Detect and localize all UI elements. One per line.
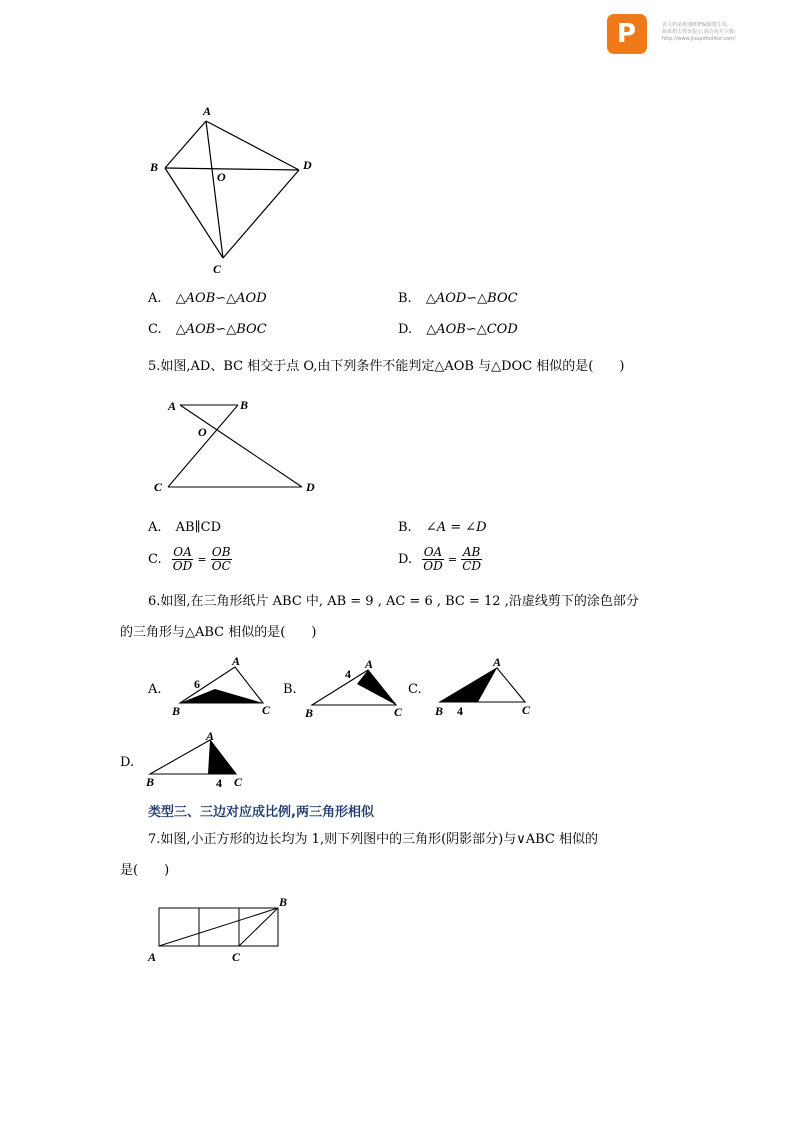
vertex-label: A (203, 104, 212, 118)
option-letter: B. (398, 291, 412, 306)
section-heading: 类型三、三边对应成比例,两三角形相似 (148, 805, 374, 820)
option-letter: B. (398, 520, 412, 535)
vertex-label: B (305, 706, 314, 720)
vertex-label: A (232, 654, 241, 668)
vertex-label: B (240, 398, 249, 412)
length-label: 4 (345, 667, 351, 681)
vertex-label: B (146, 775, 155, 789)
logo-letter: P (617, 19, 637, 49)
watermark-line: 该文档是极速PDF编辑器生成, (662, 22, 729, 28)
length-label: 4 (216, 776, 222, 790)
option-text: △AOB∽△AOD (175, 291, 267, 306)
vertex-label: A (365, 657, 374, 671)
option-letter: A. (148, 291, 162, 306)
denominator: OD (423, 559, 443, 573)
vertex-label: B (279, 895, 288, 909)
vertex-label: C (232, 950, 241, 964)
vertex-label: B (435, 704, 444, 718)
numerator: OA (173, 545, 192, 559)
watermark-line: 如果想去掉该提示,请访问并下载: (662, 29, 736, 35)
vertex-label: A (148, 950, 157, 964)
option-text: △AOB∽△COD (426, 322, 518, 337)
length-label: 4 (457, 704, 463, 718)
equals-sign: = (447, 552, 458, 566)
q6-option-d[interactable]: D. (120, 755, 135, 770)
option-text: △AOB∽△BOC (175, 322, 267, 337)
option-letter: C. (148, 322, 162, 337)
vertex-label: B (172, 704, 181, 718)
q6-option-b[interactable]: B. (283, 682, 297, 697)
option-text: △AOD∽△BOC (425, 291, 518, 306)
option-text: ∠A = ∠D (425, 520, 487, 535)
denominator: OD (172, 559, 193, 573)
vertex-label: C (394, 705, 403, 719)
numerator: OA (423, 545, 443, 559)
option-letter: D. (398, 551, 413, 567)
vertex-label: C (234, 775, 243, 789)
watermark-line: http://www.jisupdfeditor.com/ (662, 36, 736, 42)
option-letter: C. (148, 551, 162, 567)
question-6-stem-line2: 的三角形与△ABC 相似的是( ) (120, 625, 317, 640)
vertex-label: O (198, 425, 207, 439)
question-5-stem: 5.如图,AD、BC 相交于点 O,由下列条件不能判定△AOB 与△DOC 相似的是( ) (148, 359, 625, 374)
vertex-label: C (154, 480, 163, 494)
vertex-label: D (306, 480, 315, 494)
vertex-label: C (522, 703, 531, 717)
option-letter: A. (148, 520, 162, 535)
option-letter: D. (398, 322, 413, 337)
vertex-label: C (262, 703, 271, 717)
vertex-label: A (206, 729, 215, 743)
vertex-label: O (217, 170, 226, 184)
q6-option-a[interactable]: A. (148, 682, 162, 697)
numerator: OB (211, 545, 231, 559)
vertex-label: C (213, 262, 222, 276)
vertex-label: A (168, 399, 177, 413)
segment-cb (239, 908, 278, 946)
equals-sign: = (197, 552, 207, 566)
denominator: CD (462, 559, 482, 573)
numerator: AB (462, 545, 481, 559)
question-6-stem-line1: 6.如图,在三角形纸片 ABC 中, AB = 9 , AC = 6 , BC = 12 ,沿虚线剪下的涂色部分 (148, 594, 639, 609)
vertex-label: B (150, 160, 159, 174)
length-label: 6 (194, 677, 200, 691)
vertex-label: A (493, 655, 502, 669)
vertex-label: D (303, 158, 312, 172)
segment-ab (159, 908, 278, 946)
option-text: AB∥CD (175, 520, 221, 535)
denominator: OC (211, 559, 231, 573)
question-7-stem-line2: 是( ) (120, 863, 170, 878)
question-7-stem-line1: 7.如图,小正方形的边长均为 1,则下列图中的三角形(阴影部分)与∨ABC 相似的 (148, 832, 598, 847)
q6-option-c[interactable]: C. (408, 682, 422, 697)
